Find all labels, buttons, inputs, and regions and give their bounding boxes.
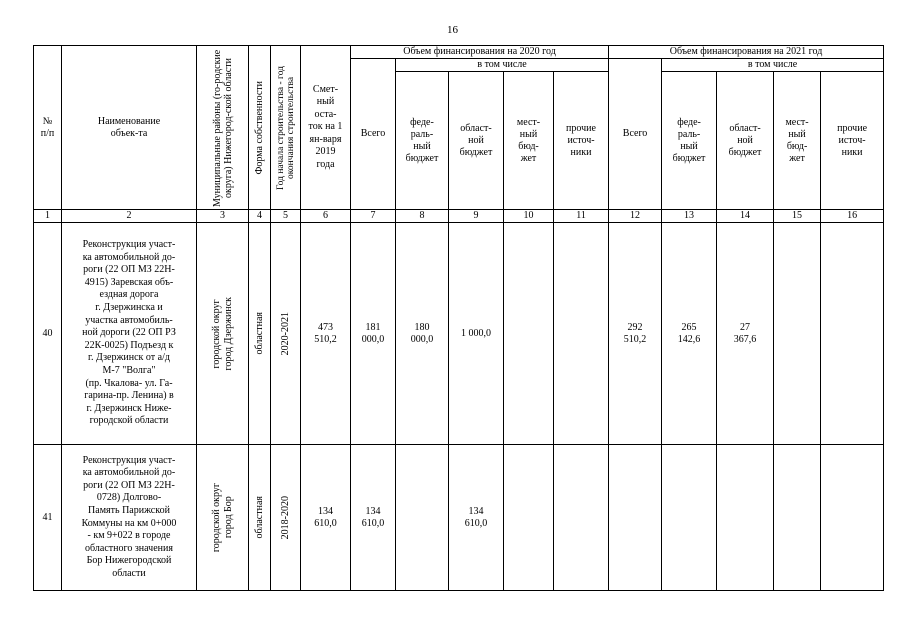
column-number: 7 (351, 210, 396, 223)
object-name-line: Коммуны на км 0+000 (81, 517, 177, 529)
header-districts: Муниципальные районы (го-родские округа) Нижегород-ской области (197, 46, 249, 210)
header-regional-2020: област-ной бюджет (449, 72, 504, 210)
header-fin-2020: Объем финансирования на 2020 год (351, 46, 609, 59)
header-years: Год начала строительства - год окончания строительства (271, 46, 301, 210)
column-number: 5 (271, 210, 301, 223)
header-name: Наименование объек-та (62, 46, 197, 210)
header-local-2021: мест-ный бюд-жет (774, 72, 821, 210)
financing-table (33, 45, 884, 591)
value-l2020 (504, 445, 554, 591)
header-regional-2021: област-ной бюджет (717, 72, 774, 210)
object-name-line: М-7 "Волга" (102, 364, 156, 376)
district (197, 223, 249, 445)
value-f2020-line: 000,0 (410, 333, 434, 345)
value-o2021 (821, 223, 884, 445)
object-name-line: Память Парижской (88, 504, 170, 516)
header-other-2020: прочие источ-ники (554, 72, 609, 210)
value-estimate-line: 610,0 (314, 517, 337, 529)
value-f2020-line: 180 (414, 321, 430, 333)
object-name-line: г. Дзержинска и (95, 302, 163, 314)
value-t2020-line: 000,0 (361, 333, 385, 345)
header-local-2020: мест-ный бюд-жет (504, 72, 554, 210)
ownership: областная (249, 445, 271, 591)
header-no: № п/п (34, 46, 62, 210)
column-number: 2 (62, 210, 197, 223)
table-row (34, 445, 884, 591)
value-r2020-line: 1 000,0 (461, 327, 491, 339)
value-o2020 (554, 223, 609, 445)
value-t2021-line: 292 (627, 321, 643, 333)
value-r2021 (717, 223, 774, 445)
header-including-2021: в том числе (662, 59, 884, 72)
value-f2021-line: 142,6 (677, 333, 701, 345)
column-number: 12 (609, 210, 662, 223)
column-number: 8 (396, 210, 449, 223)
value-r2020 (449, 445, 504, 591)
object-name-line: областного значения (85, 542, 173, 554)
district (197, 445, 249, 591)
value-t2020-line: 134 (365, 505, 381, 517)
column-number: 13 (662, 210, 717, 223)
page-number: 16 (447, 24, 458, 36)
value-estimate (301, 223, 351, 445)
column-number-row (34, 210, 884, 223)
value-r2021 (717, 445, 774, 591)
value-r2021-line: 367,6 (733, 333, 757, 345)
column-number: 10 (504, 210, 554, 223)
value-estimate-line: 134 (318, 505, 333, 517)
column-number: 14 (717, 210, 774, 223)
value-estimate-line: 473 (318, 321, 333, 333)
table-row (34, 223, 884, 445)
object-name-line: ка автомобильной до- (82, 251, 176, 263)
column-number: 4 (249, 210, 271, 223)
object-name-line: участка автомобиль- (85, 314, 173, 326)
object-name-line: 22К-0025) Подъезд к (84, 339, 174, 351)
value-f2020 (396, 223, 449, 445)
value-f2020 (396, 445, 449, 591)
column-number: 15 (774, 210, 821, 223)
column-number: 11 (554, 210, 609, 223)
header-federal-2020: феде-раль-ный бюджет (396, 72, 449, 210)
ownership: областная (249, 223, 271, 445)
object-name-line: роги (22 ОП МЗ 22Н- (83, 479, 175, 491)
value-f2021 (662, 223, 717, 445)
district-line: городской округ (210, 482, 222, 553)
object-name (62, 445, 197, 591)
object-name-line: ной дороги (22 ОП РЗ (82, 327, 176, 339)
object-name-line: г. Дзержинск от а/д (88, 352, 170, 364)
object-name-line: 0728) Долгово- (96, 492, 162, 504)
header-federal-2021: феде-раль-ный бюджет (662, 72, 717, 210)
value-t2021 (609, 445, 662, 591)
district-line: город Бор (222, 496, 234, 539)
header-other-2021: прочие источ-ники (821, 72, 884, 210)
object-name-line: 4915) Заревская объ- (84, 276, 174, 288)
column-number: 1 (34, 210, 62, 223)
object-name-line: Реконструкция участ- (82, 239, 176, 251)
header-estimate: Смет-ный оста-ток на 1 ян-варя 2019 года (301, 46, 351, 210)
value-t2020-line: 181 (365, 321, 381, 333)
object-name-line: гарина-пр. Ленина) в (84, 390, 174, 402)
column-number: 16 (821, 210, 884, 223)
value-t2021 (609, 223, 662, 445)
value-f2021 (662, 445, 717, 591)
value-l2020 (504, 223, 554, 445)
value-l2021 (774, 445, 821, 591)
object-name-line: (пр. Чкалова- ул. Га- (85, 377, 173, 389)
object-name-line: ездная дорога (99, 289, 159, 301)
object-name-line: Бор Нижегородской (86, 555, 172, 567)
object-name-line: - км 9+022 в городе (87, 530, 171, 542)
header-including-2020: в том числе (396, 59, 609, 72)
header-fin-2021: Объем финансирования на 2021 год (609, 46, 884, 59)
row-number: 40 (34, 223, 62, 445)
column-number: 3 (197, 210, 249, 223)
value-t2021-line: 510,2 (623, 333, 647, 345)
header-total-2021: Всего (609, 59, 662, 210)
object-name-line: ка автомобильной до- (82, 467, 176, 479)
value-estimate (301, 445, 351, 591)
object-name-line: г. Дзержинск Ниже- (86, 402, 172, 414)
header-total-2020: Всего (351, 59, 396, 210)
row-number: 41 (34, 445, 62, 591)
object-name-line: роги (22 ОП МЗ 22Н- (83, 264, 175, 276)
value-o2021 (821, 445, 884, 591)
value-estimate-line: 510,2 (314, 333, 337, 345)
object-name-line: городской области (89, 415, 169, 427)
value-t2020 (351, 445, 396, 591)
value-l2021 (774, 223, 821, 445)
column-number: 9 (449, 210, 504, 223)
object-name-line: Реконструкция участ- (82, 454, 176, 466)
district-line: город Дзержинск (222, 296, 234, 371)
district-line: городской округ (210, 298, 222, 369)
value-r2020-line: 610,0 (464, 517, 488, 529)
header-ownership: Форма собственности (249, 46, 271, 210)
years: 2018-2020 (271, 445, 301, 591)
value-t2020 (351, 223, 396, 445)
value-t2020-line: 610,0 (361, 517, 385, 529)
years: 2020-2021 (271, 223, 301, 445)
value-o2020 (554, 445, 609, 591)
value-f2021-line: 265 (681, 321, 697, 333)
column-number: 6 (301, 210, 351, 223)
object-name-line: области (112, 567, 146, 579)
value-r2020-line: 134 (468, 505, 484, 517)
object-name (62, 223, 197, 445)
value-r2021-line: 27 (740, 321, 751, 333)
value-r2020 (449, 223, 504, 445)
